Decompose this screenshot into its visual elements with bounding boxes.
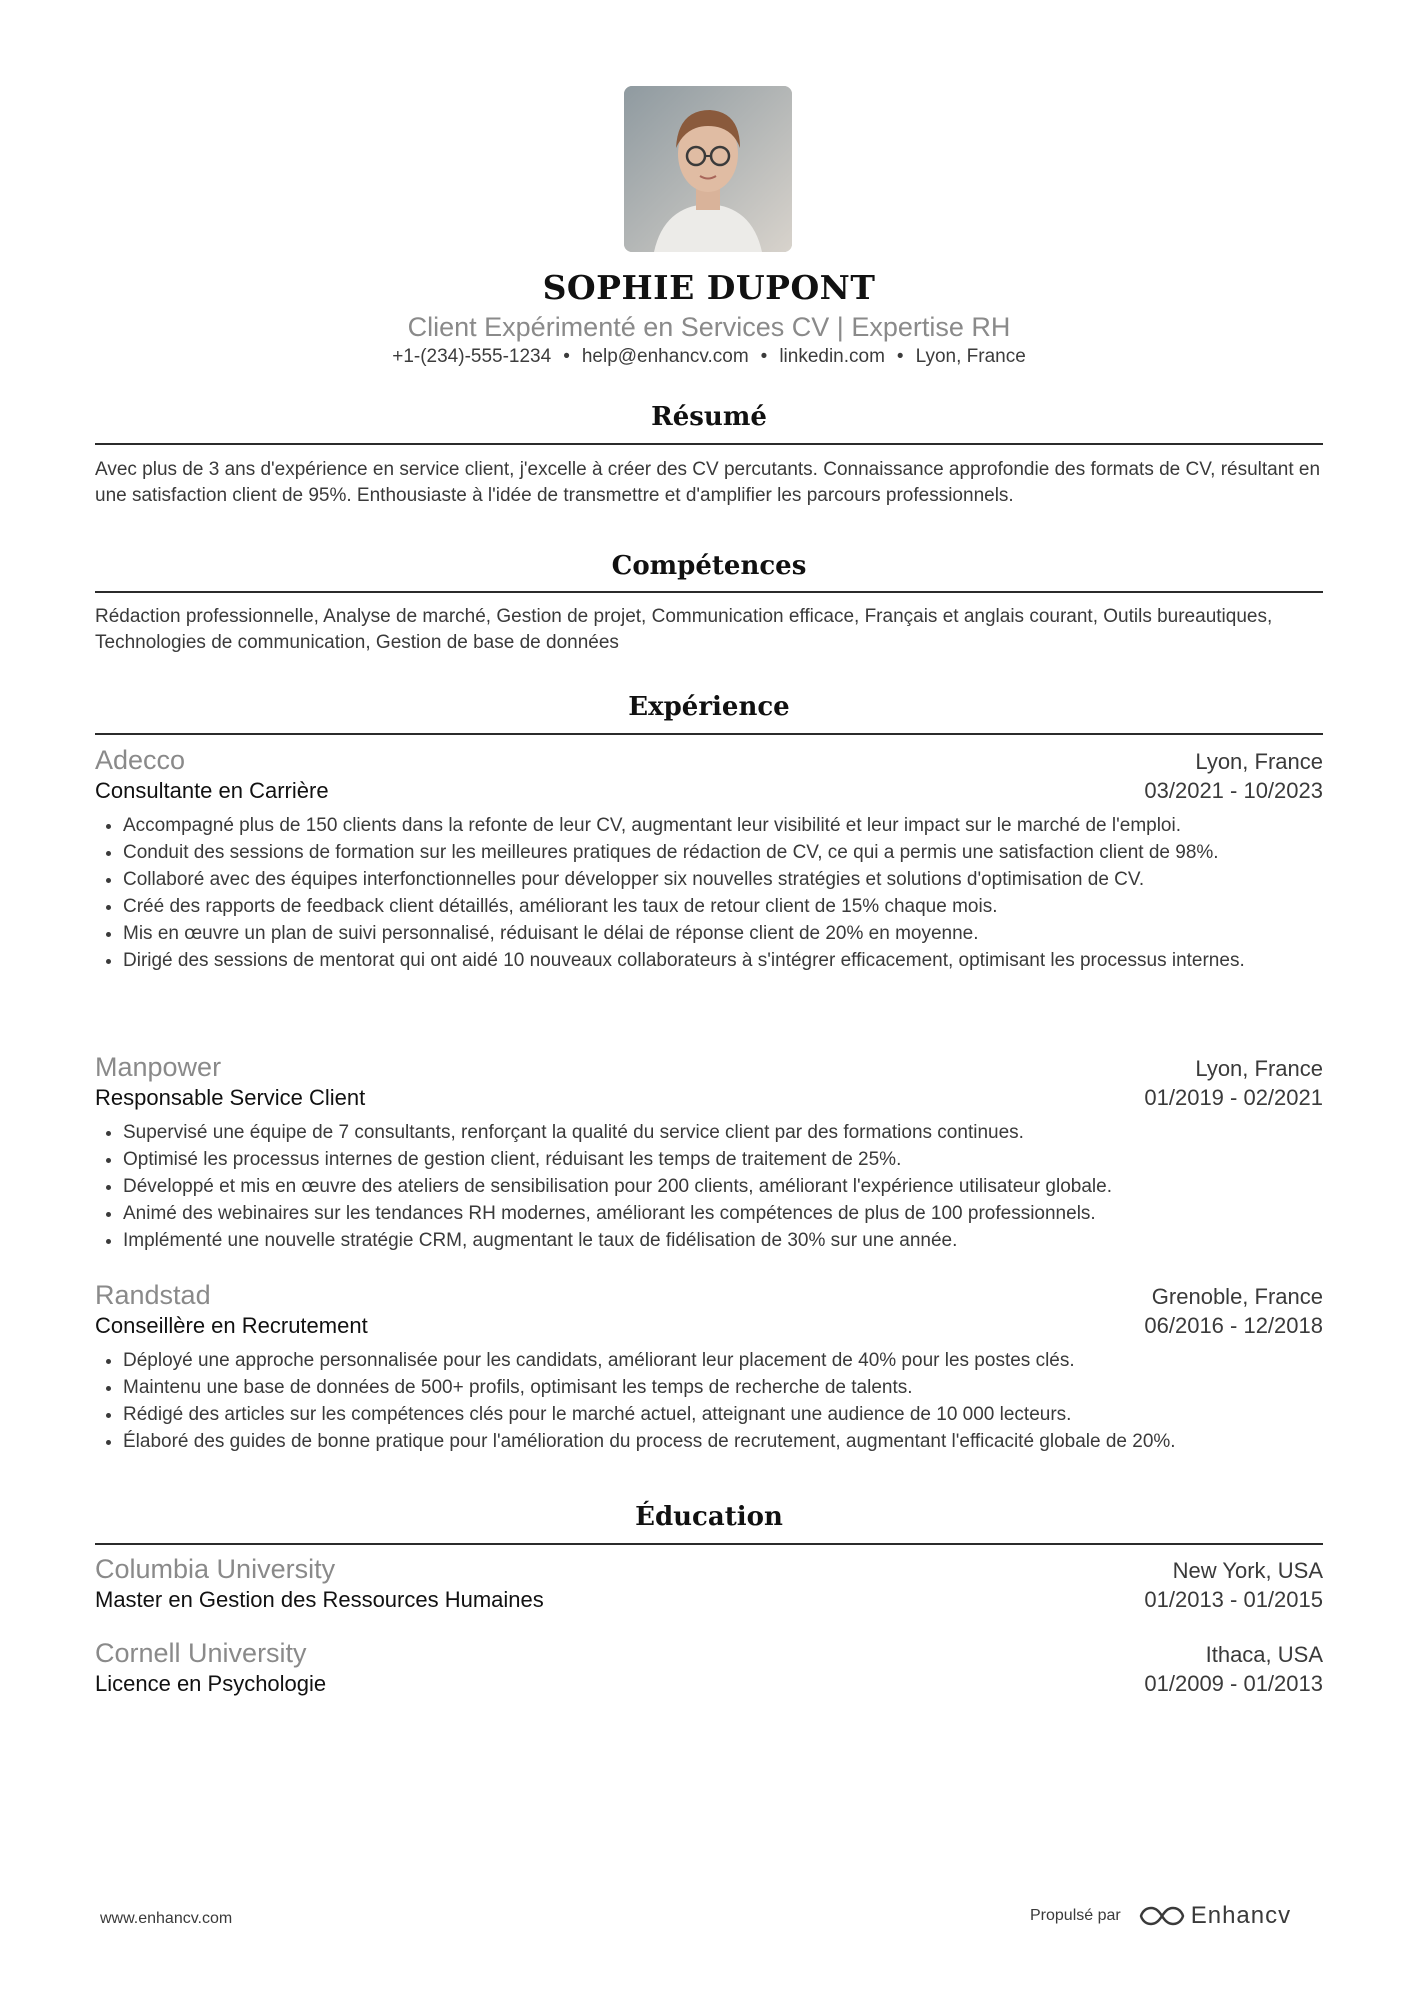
footer-branding [1030,1902,1291,1930]
education-dates: 01/2013 - 01/2015 [1144,1587,1323,1612]
achievement-item: • Mis en œuvre un plan de suivi personnalisé, réduisant le délai de réponse client de 20% en moyenne. [123,920,1323,947]
separator-dot: • [896,346,904,367]
section-divider [95,733,1323,735]
job-title: Responsable Service Client [95,1085,366,1110]
experience-entry [95,1280,1323,1455]
achievement-list [95,1347,1323,1455]
school-location: New York, USA [1172,1558,1323,1583]
company-name: Adecco [95,745,186,775]
degree-title: Master en Gestion des Ressources Humaines [95,1587,544,1612]
school-location: Ithaca, USA [1205,1642,1323,1667]
location-text: Lyon, France [915,346,1026,367]
achievement-item: • Collaboré avec des équipes interfonctionnelles pour développer six nouvelles stratégies et solutions d'optimisation de CV. [123,866,1323,893]
job-title: Conseillère en Recrutement [95,1313,368,1338]
job-dates: 01/2019 - 02/2021 [1144,1085,1323,1110]
achievement-item: • Optimisé les processus internes de gestion client, réduisant les temps de traitement de 25%. [123,1146,1323,1173]
separator-dot: • [563,346,570,367]
job-dates: 03/2021 - 10/2023 [1144,778,1323,803]
achievement-item: • Maintenu une base de données de 500+ profils, optimisant les temps de recherche de talents. [123,1374,1323,1401]
achievement-item: • Dirigé des sessions de mentorat qui ont aidé 10 nouveaux collaborateurs à s'intégrer efficacement, optimisant les processus internes. [123,947,1323,974]
candidate-name: SOPHIE DUPONT [542,268,876,307]
job-title: Consultante en Carrière [95,778,329,803]
company-name: Manpower [95,1052,222,1082]
education-dates: 01/2009 - 01/2013 [1144,1671,1323,1696]
achievement-list [95,812,1323,974]
enhancv-infinity-icon [1139,1904,1185,1928]
education-entry [95,1638,1323,1697]
experience-heading: Expérience [628,692,790,722]
summary-text: Avec plus de 3 ans d'expérience en service client, j'excelle à créer des CV percutants. Connaissance approfondie des formats de CV, résultant en une satisfaction client de 95%. Enthousiaste à l'idée de transmettre et d'amplifier les parcours professionnels. [95,459,1321,506]
brand-name: Enhancv [1190,1902,1292,1929]
section-divider [95,443,1323,445]
job-location: Lyon, France [1195,749,1323,774]
contact-line [95,346,1323,368]
achievement-item: • Accompagné plus de 150 clients dans la refonte de leur CV, augmentant leur visibilité et leur impact sur le marché de l'emploi. [123,812,1323,839]
skills-text: Rédaction professionnelle, Analyse de marché, Gestion de projet, Communication efficace, Français et anglais courant, Outils bureautiques, Technologies de communication, Gestion de base de données [95,606,1273,653]
separator-dot: • [760,346,768,367]
achievement-item: • Implémenté une nouvelle stratégie CRM, augmentant le taux de fidélisation de 30% sur une année. [123,1227,1323,1254]
achievement-item: • Créé des rapports de feedback client détaillés, améliorant les taux de retour client de 15% chaque mois. [123,893,1323,920]
phone-text: +1-(234)-555-1234 [392,346,552,367]
summary-heading: Résumé [651,402,767,432]
job-dates: 06/2016 - 12/2018 [1144,1313,1323,1338]
section-divider [95,1543,1323,1545]
achievement-item: • Déployé une approche personnalisée pour les candidats, améliorant leur placement de 40% pour les postes clés. [123,1347,1323,1374]
achievement-item: • Supervisé une équipe de 7 consultants, renforçant la qualité du service client par des formations continues. [123,1119,1323,1146]
company-name: Randstad [95,1280,211,1310]
portrait-illustration [624,86,792,252]
school-name: Cornell University [95,1638,307,1668]
education-heading: Éducation [635,1502,783,1532]
achievement-item: • Rédigé des articles sur les compétences clés pour le marché actuel, atteignant une audience de 10 000 lecteurs. [123,1401,1323,1428]
enhancv-logo[interactable] [1139,1902,1291,1930]
achievement-item: • Développé et mis en œuvre des ateliers de sensibilisation pour 200 clients, améliorant l'expérience utilisateur globale. [123,1173,1323,1200]
email-link[interactable]: help@enhancv.com [581,346,749,367]
job-location: Lyon, France [1195,1056,1323,1081]
school-name: Columbia University [95,1554,336,1584]
achievement-item: • Animé des webinaires sur les tendances RH modernes, améliorant les compétences de plus de 100 professionnels. [123,1200,1323,1227]
candidate-headline: Client Expérimenté en Services CV | Expertise RH [407,312,1011,342]
degree-title: Licence en Psychologie [95,1671,327,1696]
footer-website-link[interactable]: www.enhancv.com [100,1910,233,1927]
achievement-list [95,1119,1323,1254]
linkedin-link[interactable]: linkedin.com [779,346,885,367]
experience-entry [95,1052,1323,1254]
powered-by-label: Propulsé par [1030,1907,1121,1924]
job-location: Grenoble, France [1151,1284,1323,1309]
education-entry [95,1554,1323,1613]
experience-entry [95,745,1323,974]
profile-photo [624,86,792,252]
achievement-item: • Conduit des sessions de formation sur les meilleures pratiques de rédaction de CV, ce qui a permis une satisfaction client de 98%. [123,839,1323,866]
achievement-item: • Élaboré des guides de bonne pratique pour l'amélioration du process de recrutement, augmentant l'efficacité globale de 20%. [123,1428,1323,1455]
skills-heading: Compétences [611,551,807,581]
section-divider [95,591,1323,593]
